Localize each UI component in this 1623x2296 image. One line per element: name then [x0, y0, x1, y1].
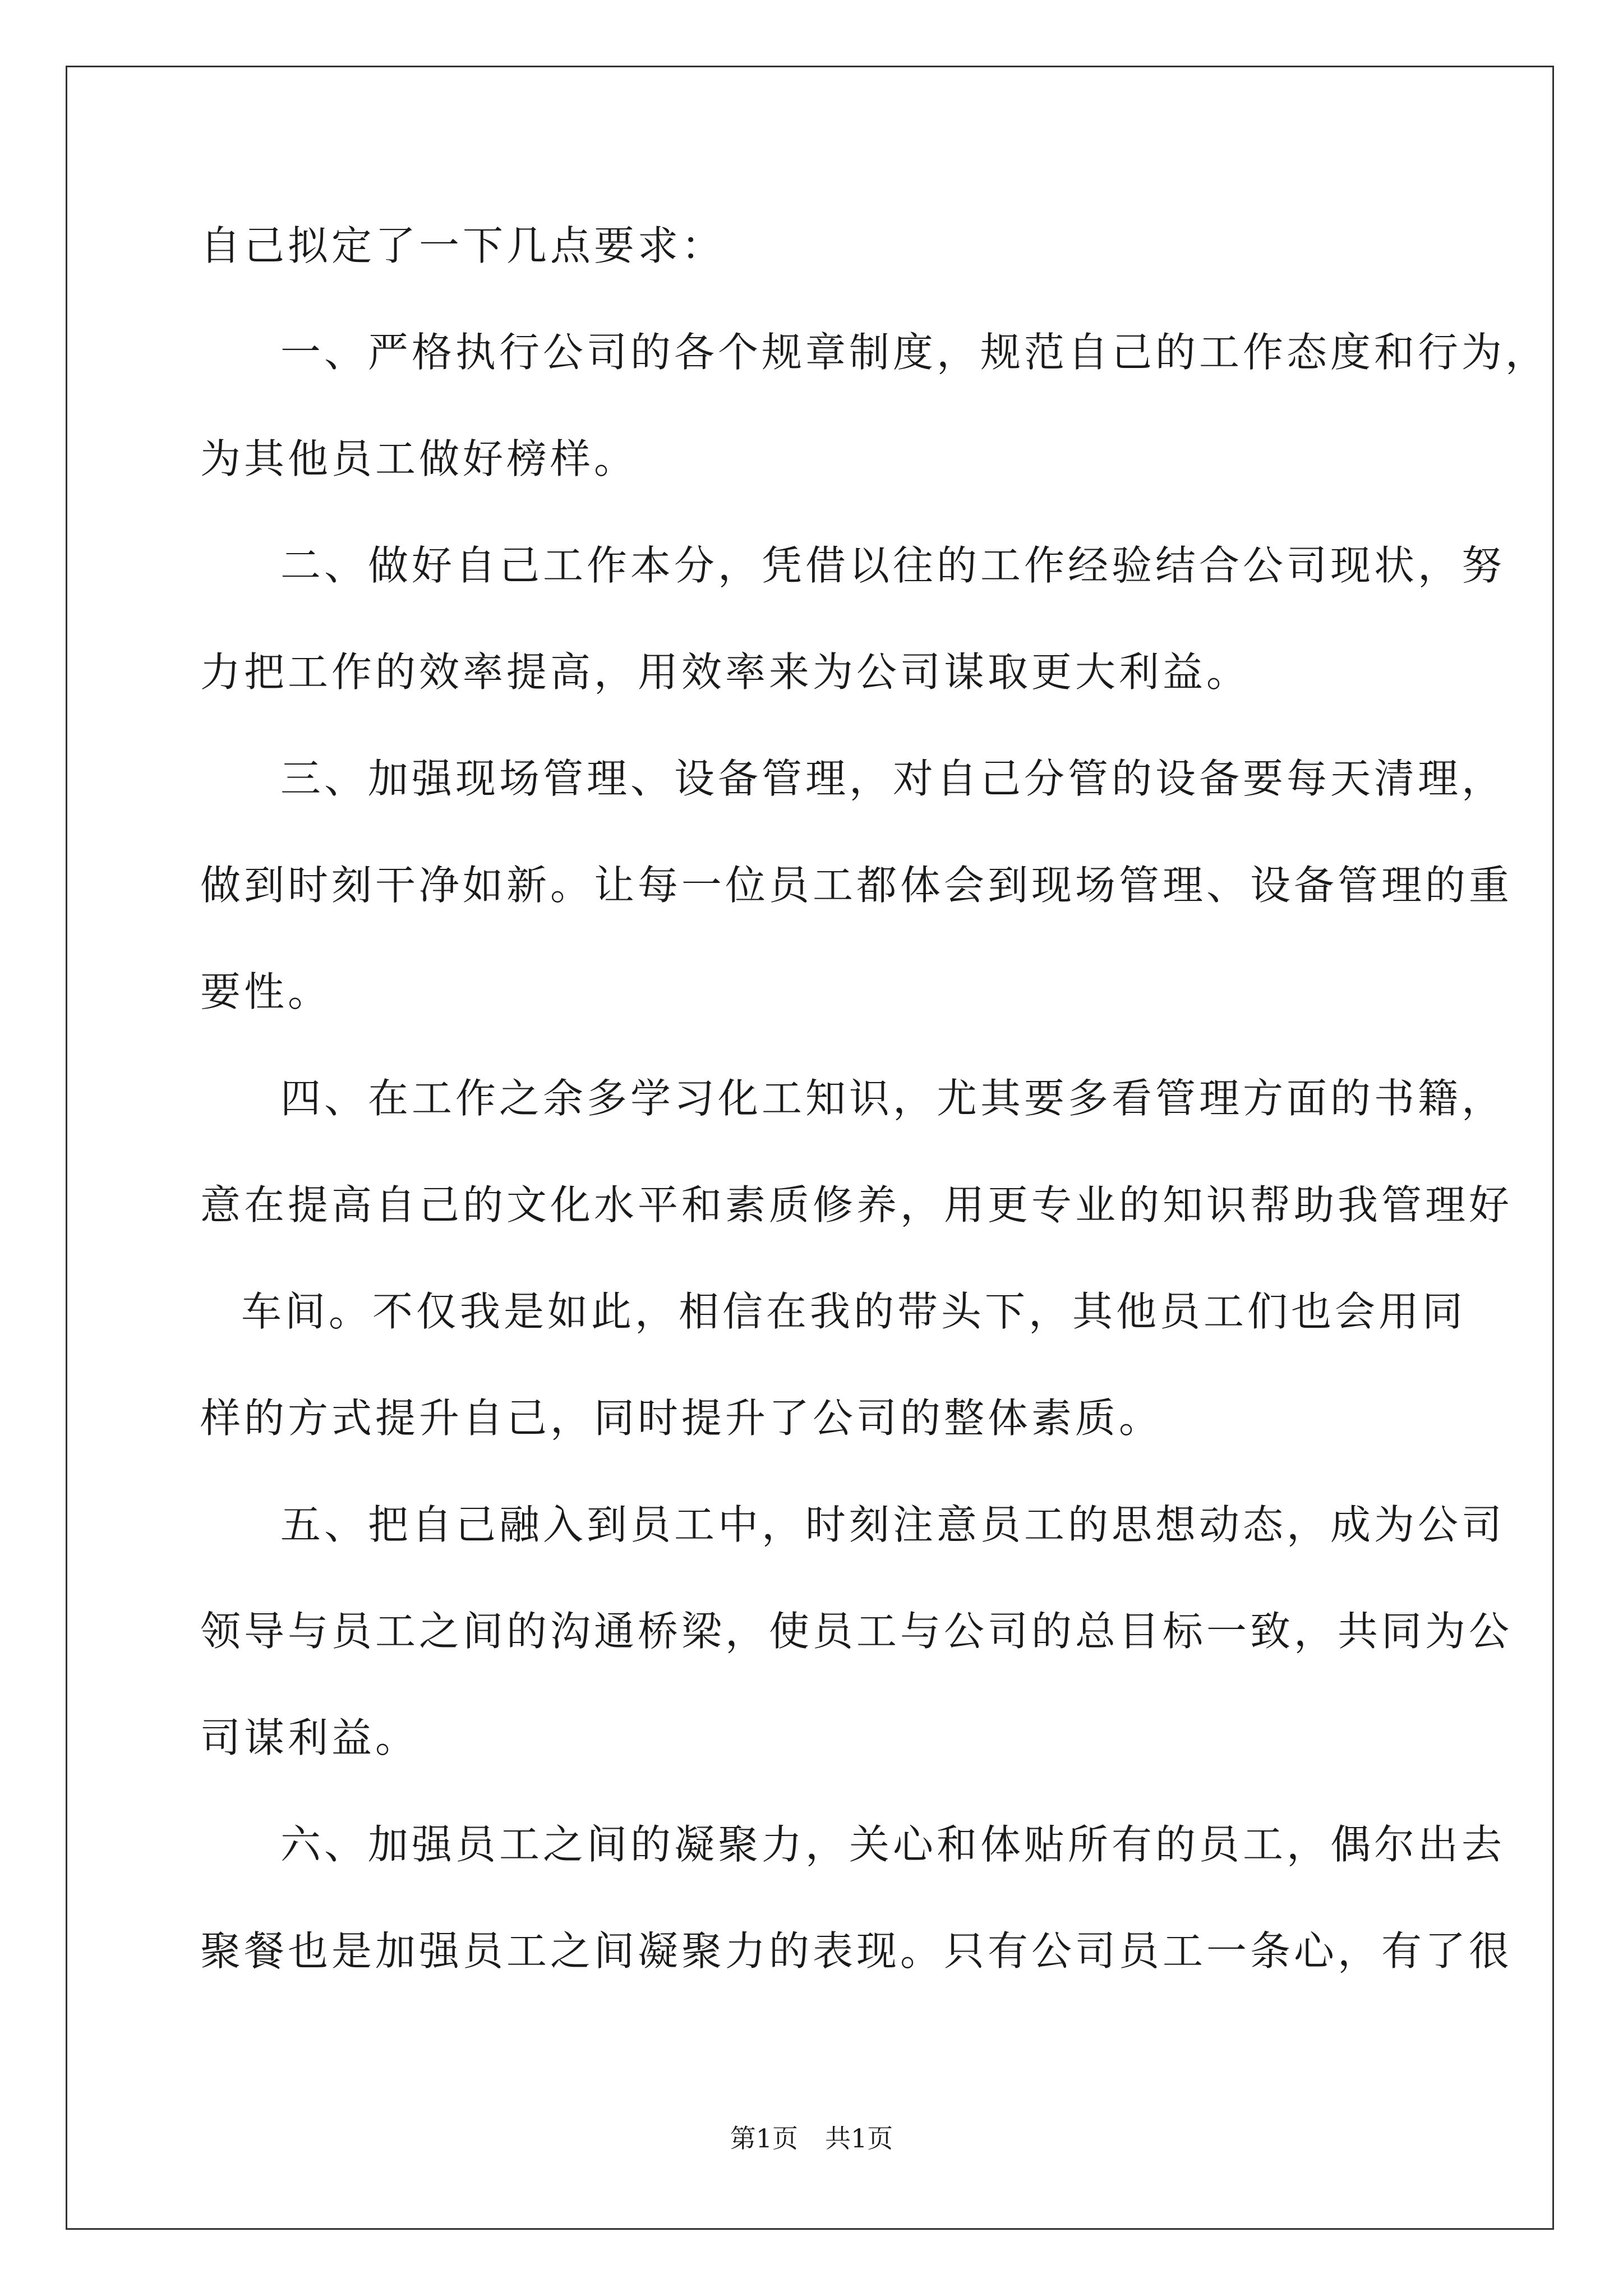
text-line: 一、严格执行公司的各个规章制度，规范自己的工作态度和行为，	[280, 329, 1550, 376]
text-line: 四、在工作之余多学习化工知识，尤其要多看管理方面的书籍，	[280, 1075, 1506, 1122]
text-line: 司谋利益。	[200, 1714, 419, 1761]
page-footer	[0, 2122, 1623, 2155]
text-line: 三、加强现场管理、设备管理，对自己分管的设备要每天清理，	[280, 755, 1506, 802]
text-line: 自己拟定了一下几点要求：	[200, 222, 726, 269]
text-line: 聚餐也是加强员工之间凝聚力的表现。只有公司员工一条心，有了很	[200, 1927, 1513, 1975]
text-line: 做到时刻干净如新。让每一位员工都体会到现场管理、设备管理的重	[200, 862, 1513, 909]
text-line: 领导与员工之间的沟通桥梁，使员工与公司的总目标一致，共同为公	[200, 1608, 1513, 1655]
text-line: 力把工作的效率提高，用效率来为公司谋取更大利益。	[200, 648, 1251, 696]
page-number: 第1页	[730, 2123, 798, 2154]
text-line: 样的方式提升自己，同时提升了公司的整体素质。	[200, 1395, 1163, 1442]
page-border	[66, 66, 1554, 2230]
text-line: 为其他员工做好榜样。	[200, 435, 638, 482]
text-line: 意在提高自己的文化水平和素质修养，用更专业的知识帮助我管理好	[200, 1181, 1513, 1228]
text-line: 要性。	[200, 968, 332, 1015]
page-count: 共1页	[825, 2123, 893, 2154]
text-line: 六、加强员工之间的凝聚力，关心和体贴所有的员工，偶尔出去	[280, 1821, 1506, 1868]
text-line: 二、做好自己工作本分，凭借以往的工作经验结合公司现状，努	[280, 542, 1506, 589]
text-line: 车间。不仅我是如此，相信在我的带头下，其他员工们也会用同	[241, 1288, 1467, 1335]
text-line: 五、把自己融入到员工中，时刻注意员工的思想动态，成为公司	[280, 1501, 1506, 1548]
